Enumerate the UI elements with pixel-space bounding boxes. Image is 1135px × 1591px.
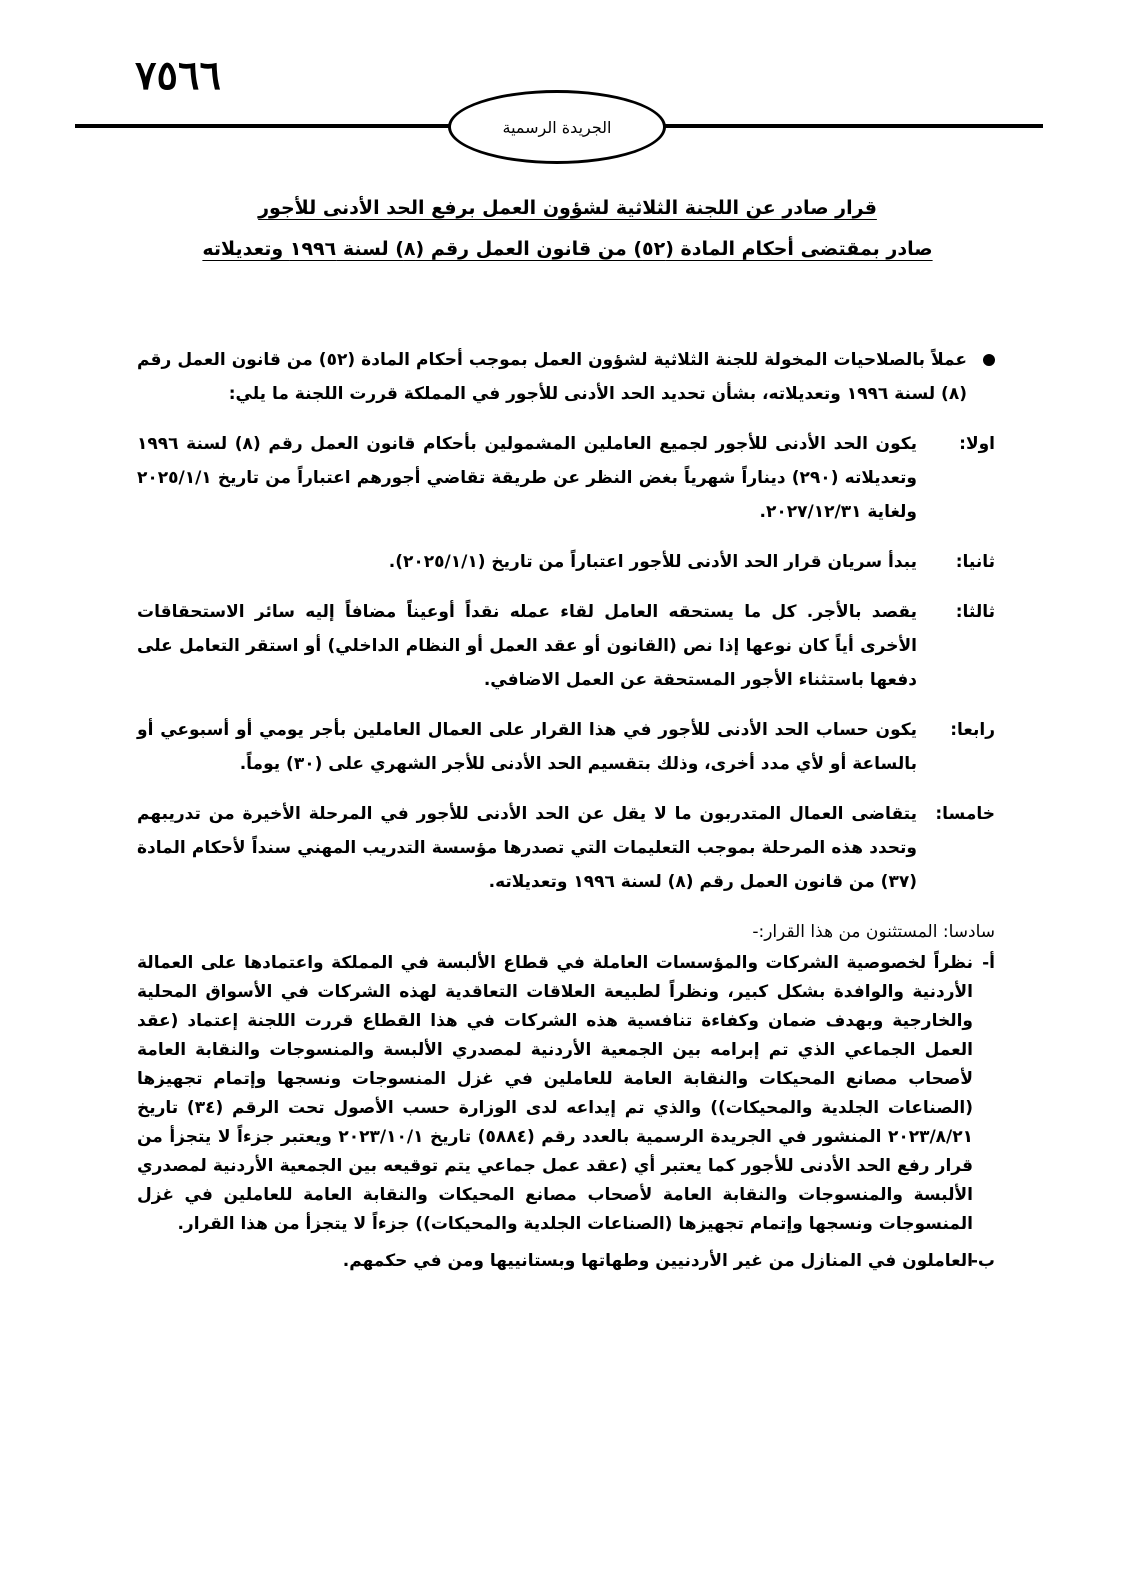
clause-first [137, 427, 995, 529]
clause-label: ثالثا: [955, 602, 995, 622]
item-label: أ- [982, 953, 995, 973]
item-text: العاملون في المنازل من غير الأردنيين وطهاتها وبستانييها ومن في حكمهم. [342, 1251, 973, 1271]
clause-third [137, 595, 995, 697]
item-label: ب- [970, 1251, 995, 1271]
clause-label: رابعا: [950, 720, 995, 740]
clause-second [137, 545, 995, 579]
clause-fourth [137, 713, 995, 781]
decision-body [137, 343, 995, 1277]
exemption-item-b [137, 1245, 995, 1277]
gazette-oval [448, 90, 666, 164]
clause-label: اولا: [959, 434, 995, 454]
decision-title [150, 197, 985, 219]
gazette-name: الجريدة الرسمية [502, 117, 612, 137]
clause-text: يكون حساب الحد الأدنى للأجور في هذا القرار على العمال العاملين بأجر يومي أو أسبوعي أو بالساعة أو لأي مدد أخرى، وذلك بتقسيم الحد الأدنى للأجر الشهري على (٣٠) يوماً. [137, 720, 917, 774]
exemptions-heading: سادسا: المستثنون من هذا القرار:- [752, 922, 995, 942]
clause-label: ثانيا: [955, 552, 995, 572]
item-text: نظراً لخصوصية الشركات والمؤسسات العاملة في قطاع الألبسة في المملكة واعتمادها على العمالة الأردنية والوافدة بشكل كبير، ونظراً لطبيعة العلاقات التعاقدية لهذه الشركات في الأسواق المحلية والخارجية وبهدف ضمان وكفاءة تنافسية هذه الشركات في هذا القطاع قررت اللجنة إعتماد (عقد العمل الجماعي الذي تم إبرامه بين الجمعية الأردنية لمصدري الألبسة والمنسوجات والنقابة العامة لأصحاب مصانع المحيكات والنقابة العامة للعاملين في غزل المنسوجات ونسجها وإتمام تجهيزها (الصناعات الجلدية والمحيكات)) والذي تم إيداعه لدى الوزارة حسب الأصول تحت الرقم (٣٤) تاريخ ٢٠٢٣/٨/٢١ المنشور في الجريدة الرسمية بالعدد رقم (٥٨٨٤) تاريخ ٢٠٢٣/١٠/١ ويعتبر جزءاً لا يتجزأ من قرار رفع الحد الأدنى للأجور كما يعتبر أي (عقد عمل جماعي يتم توقيعه بين الجمعية الأردنية لمصدري الألبسة والمنسوجات والنقابة العامة لأصحاب مصانع المحيكات والنقابة العامة للعاملين في غزل المنسوجات ونسجها وإتمام تجهيزها (الصناعات الجلدية والمحيكات)) جزءاً لا يتجزأ من هذا القرار. [137, 953, 973, 1234]
clause-text: يقصد بالأجر. كل ما يستحقه العامل لقاء عمله نقداً أوعيناً مضافاً إليه سائر الاستحقاقات الأخرى أياً كان نوعها إذا نص (القانون أو عقد العمل أو النظام الداخلي) أو استقر التعامل على دفعها باستثناء الأجور المستحقة عن العمل الاضافي. [137, 602, 917, 690]
exemption-item-a [137, 949, 995, 1239]
clause-fifth [137, 797, 995, 899]
bullet-icon [983, 354, 995, 366]
clause-label: خامسا: [935, 804, 995, 824]
clause-text: يتقاضى العمال المتدربون ما لا يقل عن الحد الأدنى للأجور في المرحلة الأخيرة من تدريبهم وتحدد هذه المرحلة بموجب التعليمات التي تصدرها مؤسسة التدريب المهني سنداً لأحكام المادة (٣٧) من قانون العمل رقم (٨) لسنة ١٩٩٦ وتعديلاته. [137, 804, 917, 892]
intro-paragraph [137, 343, 995, 411]
page-number: ٧٥٦٦ [135, 52, 221, 99]
decision-title-line2: صادر بمقتضى أحكام المادة (٥٢) من قانون العمل رقم (٨) لسنة ١٩٩٦ وتعديلاته [202, 238, 933, 260]
decision-subtitle [150, 238, 985, 260]
clause-text: يبدأ سريان قرار الحد الأدنى للأجور اعتباراً من تاريخ (٢٠٢٥/١/١). [388, 552, 917, 572]
decision-title-line1: قرار صادر عن اللجنة الثلاثية لشؤون العمل برفع الحد الأدنى للأجور [258, 197, 877, 219]
clause-text: يكون الحد الأدنى للأجور لجميع العاملين المشمولين بأحكام قانون العمل رقم (٨) لسنة ١٩٩٦ وتعديلاته (٢٩٠) ديناراً شهرياً بغض النظر عن طريقة تقاضي أجورهم اعتباراً من تاريخ ٢٠٢٥/١/١ ولغاية ٢٠٢٧/١٢/٣١. [137, 434, 917, 522]
intro-text: عملاً بالصلاحيات المخولة للجنة الثلاثية لشؤون العمل بموجب أحكام المادة (٥٢) من قانون العمل رقم (٨) لسنة ١٩٩٦ وتعديلاته، بشأن تحديد الحد الأدنى للأجور في المملكة قررت اللجنة ما يلي: [137, 350, 967, 404]
